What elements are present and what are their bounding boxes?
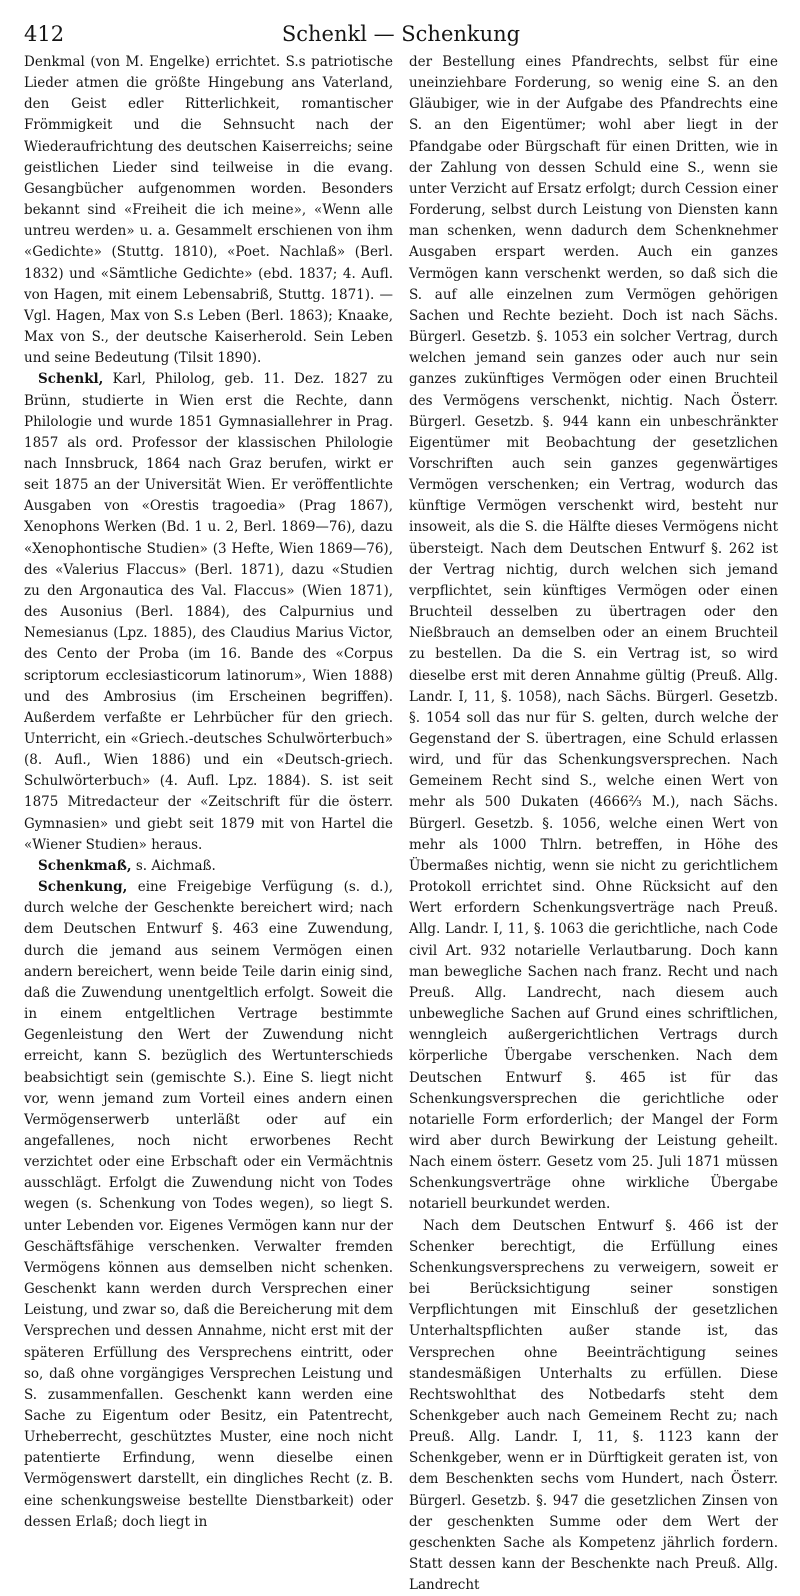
lemma-schenkmass: Schenkmaß, — [38, 857, 132, 874]
page-header — [24, 18, 778, 52]
entry-schenkmass — [24, 856, 393, 877]
lemma-schenkung: Schenkung, — [38, 879, 128, 896]
page-number: 412 — [24, 22, 65, 46]
schenkung-paragraph-2: Nach dem Deutschen Entwurf §. 466 ist der Schenker berechtigt, die Erfüllung eines Schenkungsversprechens zu verweigern, soweit er bei Berücksichtigung seiner sonstigen Verpflichtungen mit Einschluß der gesetzlichen Unterhaltspflichten außer stande ist, das Versprechen ohne Beeinträchtigung seines standesmäßigen Unterhalts zu erfüllen. Diese Rechtswohlthat des Notbedarfs steht dem Schenkgeber auch nach Gemeinem Recht zu; nach Preuß. Allg. Landr. I, 11, §. 1123 kann der Schenkgeber, wenn er in Dürftigkeit geraten ist, von dem Beschenkten sechs vom Hundert, nach Österr. Bürgerl. Gesetzb. §. 947 die gesetzlichen Zinsen von der geschenkten Summe oder dem Wert der geschenkten Sache als Kompetenz jährlich fordern. Statt dessen kann der Beschenkte nach Preuß. Allg. Landrecht — [409, 1217, 778, 1594]
left-column — [24, 52, 393, 1530]
right-column — [409, 52, 778, 1594]
entry-schenkung-text: eine Freigebige Verfügung (s. d.), durch welche der Geschenkte bereichert wird; nach dem Deutschen Entwurf §. 463 eine Zuwendung, durch die jemand aus seinem Vermögen einen andern bereichert, wenn beide Teile darin einig sind, daß die Zuwendung unentgeltlich erfolgt. Soweit die in einem entgeltlichen Vertrage bestimmte Gegenleistung den Wert der Zuwendung nicht erreicht, kann S. bezüglich des Wertunterschieds beabsichtigt sein (gemischte S.). Eine S. liegt nicht vor, wenn jemand zum Vorteil eines andern einen Vermögenserwerb unterläßt oder auf ein angefallenes, noch nicht erworbenes Recht verzichtet oder eine Erbschaft oder ein Vermächtnis ausschlägt. Erfolgt die Zuwendung nicht von Todes wegen (s. Schenkung von Todes wegen), so liegt S. unter Lebenden vor. Eigenes Vermögen kann nur der Geschäftsfähige verschenken. Verwalter fremden Vermögens können aus demselben nicht schenken. Geschenkt kann werden durch Versprechen einer Leistung, und zwar so, daß die Bereicherung mit dem Versprechen und dessen Annahme, nicht erst mit der späteren Erfüllung des Versprechens eintritt, oder so, daß ohne vorgängiges Versprechen Leistung und S. zusammenfallen. Geschenkt kann werden eine Sache zu Eigentum oder Besitz, ein Patentrecht, Urheberrecht, geschütztes Muster, eine noch nicht patentierte Erfindung, wenn dieselbe einen Vermögenswert darstellt, ein dingliches Recht (z. B. eine schenkungsweise bestellte Dienstbarkeit) oder dessen Erlaß; doch liegt in — [24, 879, 393, 1530]
entry-schenkmass-text: s. Aichmaß. — [131, 857, 216, 874]
schenkung-continuation-paragraph: der Bestellung eines Pfandrechts, selbst für eine uneinziehbare Forderung, so wenig eine S. an den Gläubiger, wie in der Aufgabe des Pfandrechts eine S. an den Eigentümer; wohl aber liegt in der Pfandgabe oder Bürgschaft für einen Dritten, wie in der Zahlung von dessen Schuld eine S., wenn sie unter Verzicht auf Ersatz erfolgt; durch Cession einer Forderung, selbst durch Leistung von Diensten kann man schenken, wenn dadurch dem Schenknehmer Ausgaben erspart werden. Auch ein ganzes Vermögen kann verschenkt werden, so daß sich die S. auf alle einzelnen zum Vermögen gehörigen Sachen und Rechte bezieht. Doch ist nach Sächs. Bürgerl. Gesetzb. §. 1053 ein solcher Vertrag, durch welchen jemand sein ganzes oder auch nur sein ganzes zukünftiges Vermögen oder einen Bruchteil des Vermögens verschenkt, nichtig. Nach Österr. Bürgerl. Gesetzb. §. 944 kann ein unbeschränkter Eigentümer mit Beobachtung der gesetzlichen Vorschriften auch sein ganzes gegenwärtiges Vermögen verschenken; ein Vertrag, wodurch das künftige Vermögen verschenkt wird, besteht nur insoweit, als die S. die Hälfte dieses Vermögens nicht übersteigt. Nach dem Deutschen Entwurf §. 262 ist der Vertrag nichtig, durch welchen sich jemand verpflichtet, sein künftiges Vermögen oder einen Bruchteil desselben zu übertragen oder den Nießbrauch an demselben oder an einem Bruchteil zu bestellen. Da die S. ein Vertrag ist, so wird dieselbe erst mit deren Annahme gültig (Preuß. Allg. Landr. I, 11, §. 1058), nach Sächs. Bürgerl. Gesetzb. §. 1054 soll das nur für S. gelten, durch welche der Gegenstand der S. übertragen, eine Schuld erlassen wird, und für das Schenkungsversprechen. Nach Gemeinem Recht sind S., welche einen Wert von mehr als 500 Dukaten (4666⅔ M.), nach Sächs. Bürgerl. Gesetzb. §. 1056, welche einen Wert von mehr als 1000 Thlrn. betreffen, in Höhe des Übermaßes nichtig, wenn sie nicht zu gerichtlichem Protokoll errichtet sind. Ohne Rücksicht auf den Wert erfordern Schenkungsverträge nach Preuß. Allg. Landr. I, 11, §. 1063 die gerichtliche, nach Code civil Art. 932 notarielle Verlautbarung. Doch kann man bewegliche Sachen nach franz. Recht und nach Preuß. Allg. Landrecht, nach diesem auch unbewegliche Sachen auf Grund eines schriftlichen, wenngleich außergerichtlichen Vertrags durch körperliche Übergabe verschenken. Nach dem Deutschen Entwurf §. 465 ist für das Schenkungsversprechen die gerichtliche oder notarielle Form erforderlich; der Mangel der Form wird aber durch Bewirkung der Leistung geheilt. Nach einem österr. Gesetz vom 25. Juli 1871 müssen Schenkungsverträge ohne wirkliche Übergabe notariell beurkundet werden. — [409, 54, 778, 1213]
lemma-schenkl: Schenkl, — [38, 371, 104, 388]
entry-schenkl-text: Karl, Philolog, geb. 11. Dez. 1827 zu Brünn, studierte in Wien erst die Rechte, dann Philologie und wurde 1851 Gymnasiallehrer in Prag. 1857 als ord. Professor der klassischen Philologie nach Innsbruck, 1864 nach Graz berufen, wirkt er seit 1875 an der Universität Wien. Er veröffentlichte Ausgaben von «Orestis tragoedia» (Prag 1867), Xenophons Werken (Bd. 1 u. 2, Berl. 1869—76), dazu «Xenophontische Studien» (3 Hefte, Wien 1869—76), des «Valerius Flaccus» (Berl. 1871), dazu «Studien zu den Argonautica des Val. Flaccus» (Wien 1871), des Ausonius (Berl. 1884), des Calpurnius und Nemesianus (Lpz. 1885), des Claudius Marius Victor, des Cento der Proba (im 16. Bande des «Corpus scriptorum ecclesiasticorum latinorum», Wien 1888) und des Ambrosius (im Erscheinen begriffen). Außerdem verfaßte er Lehrbücher für den griech. Unterricht, ein «Griech.-deutsches Schulwörterbuch» (8. Aufl., Wien 1886) und ein «Deutsch-griech. Schulwörterbuch» (4. Aufl. Lpz. 1884). S. ist seit 1875 Mitredacteur der «Zeitschrift für die österr. Gymnasien» und giebt seit 1879 mit von Hartel die «Wiener Studien» heraus. — [24, 371, 393, 853]
running-title: Schenkl — Schenkung — [281, 22, 521, 46]
entry-schenkung — [24, 877, 393, 1533]
entry-schenkl — [24, 369, 393, 856]
text-columns — [24, 52, 778, 1594]
entry-continuation-paragraph: Denkmal (von M. Engelke) errichtet. S.s patriotische Lieder atmen die größte Hingebung ans Vaterland, den Geist edler Ritterlichkeit, romantischer Frömmigkeit und die Sehnsucht nach der Wiederaufrichtung des deutschen Kaiserreichs; seine geistlichen Lieder sind teilweise in die evang. Gesangbücher aufgenommen worden. Besonders bekannt sind «Freiheit die ich meine», «Wenn alle untreu werden» u. a. Gesammelt erschienen von ihm «Gedichte» (Stuttg. 1810), «Poet. Nachlaß» (Berl. 1832) und «Sämtliche Gedichte» (ebd. 1837; 4. Aufl. von Hagen, mit einem Lebensabriß, Stuttg. 1871). — Vgl. Hagen, Max von S.s Leben (Berl. 1863); Knaake, Max von S., der deutsche Kaiserherold. Sein Leben und seine Bedeutung (Tilsit 1890). — [24, 54, 393, 367]
